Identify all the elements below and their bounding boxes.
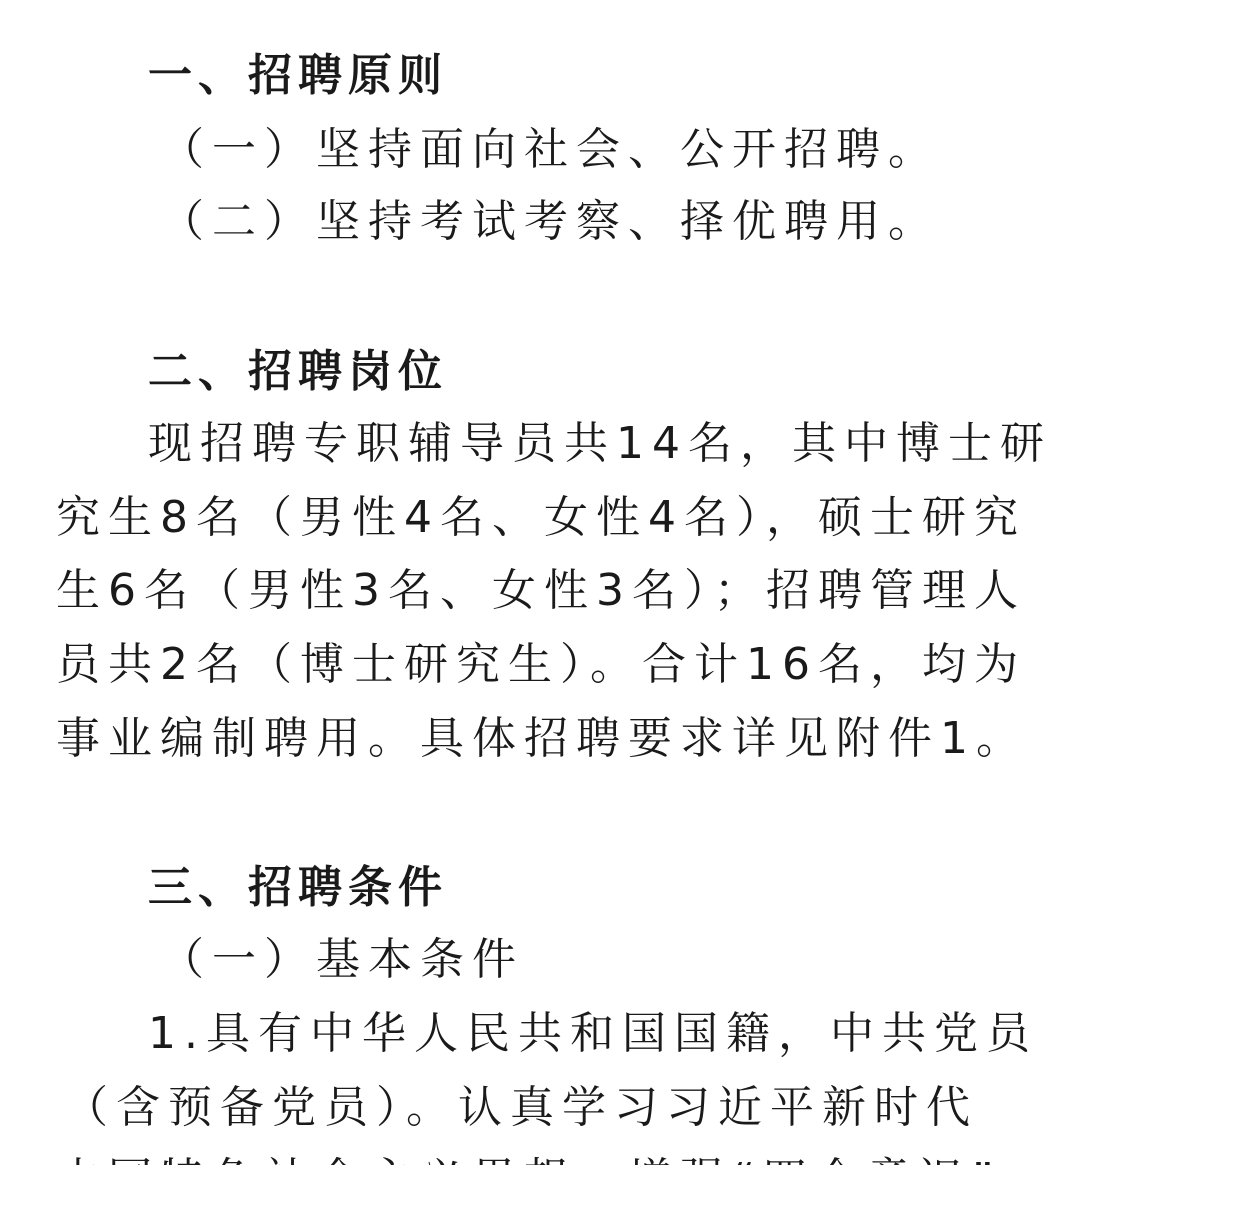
principle-item-1: （一）坚持面向社会、公开招聘。 (160, 124, 940, 175)
positions-paragraph-line-4: 员共2名（博士研究生）。合计16名，均为 (56, 639, 1026, 690)
positions-paragraph-line-5: 事业编制聘用。具体招聘要求详见附件1。 (56, 713, 1028, 764)
positions-paragraph-line-1: 现招聘专职辅导员共14名，其中博士研 (148, 418, 1052, 469)
section-1-heading: 一、招聘原则 (148, 50, 448, 101)
positions-paragraph-line-2: 究生8名（男性4名、女性4名），硕士研究 (56, 492, 1026, 543)
principle-item-2: （二）坚持考试考察、择优聘用。 (160, 196, 940, 247)
bottom-blank-area (0, 1165, 1080, 1210)
basic-conditions-subheading: （一）基本条件 (160, 934, 524, 985)
conditions-paragraph-line-2: （含预备党员）。认真学习习近平新时代 (64, 1082, 978, 1133)
positions-paragraph-line-3: 生6名（男性3名、女性3名）；招聘管理人 (56, 565, 1026, 616)
conditions-paragraph-line-1: 1.具有中华人民共和国国籍，中共党员 (148, 1008, 1038, 1059)
section-3-heading: 三、招聘条件 (148, 862, 448, 913)
section-2-heading: 二、招聘岗位 (148, 346, 448, 397)
